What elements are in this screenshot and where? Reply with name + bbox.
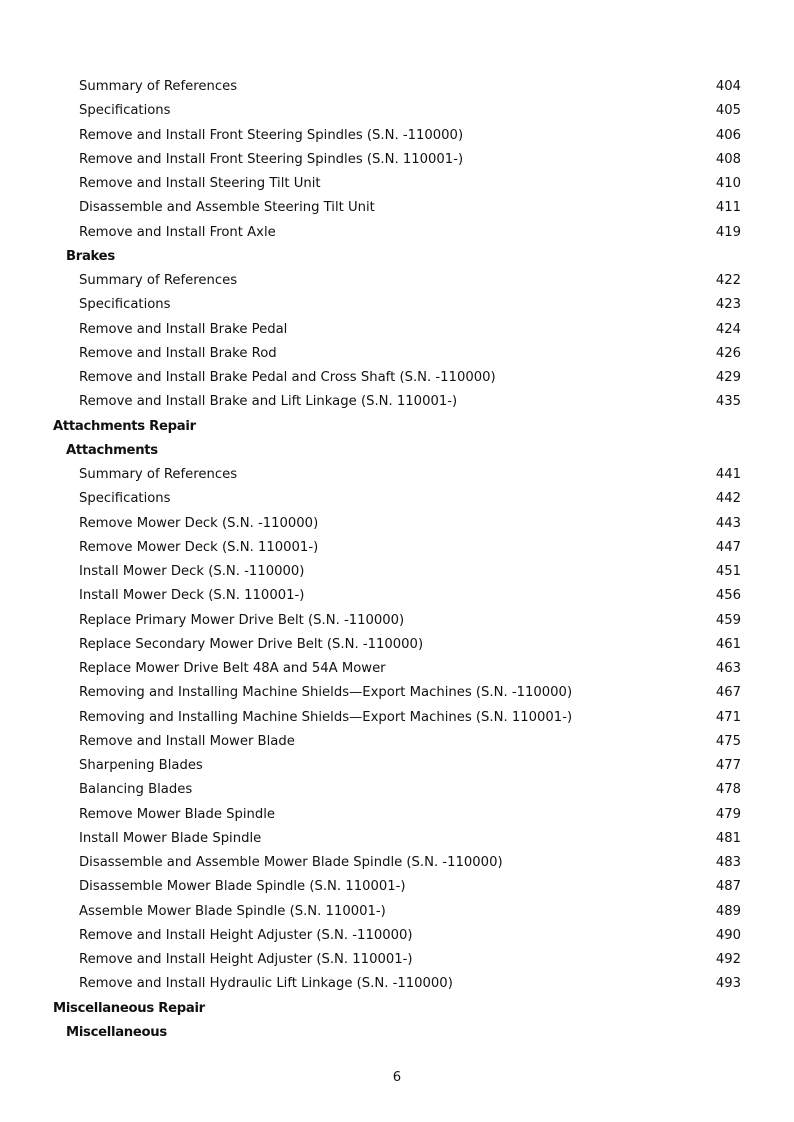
toc-entry[interactable] bbox=[0, 972, 794, 996]
toc-subsection-heading[interactable] bbox=[0, 245, 794, 269]
toc-entry-page-number[interactable]: 404 bbox=[715, 79, 741, 94]
toc-entry-title[interactable]: Remove and Install Height Adjuster (S.N. 110001-) bbox=[79, 952, 413, 967]
toc-entry-title[interactable]: Remove and Install Brake and Lift Linkage (S.N. 110001-) bbox=[79, 394, 458, 410]
toc-entry-title[interactable]: Miscellaneous Repair bbox=[53, 1000, 205, 1016]
toc-subsection-heading[interactable] bbox=[0, 1021, 794, 1045]
toc-entry-page-number[interactable]: 483 bbox=[715, 855, 741, 870]
toc-entry-title[interactable]: Remove and Install Mower Blade bbox=[79, 733, 295, 749]
toc-entry[interactable] bbox=[0, 948, 794, 972]
toc-entry-page-number[interactable]: 424 bbox=[715, 321, 741, 337]
toc-entry-page-number[interactable]: 423 bbox=[715, 297, 741, 313]
toc-entry[interactable] bbox=[0, 487, 794, 511]
toc-entry[interactable] bbox=[0, 124, 794, 148]
toc-entry-title[interactable]: Summary of References bbox=[79, 79, 238, 94]
toc-entry-page-number[interactable]: 478 bbox=[715, 782, 741, 798]
toc-entry-page-number[interactable]: 406 bbox=[715, 127, 741, 143]
toc-entry-page-number[interactable]: 442 bbox=[715, 491, 741, 507]
toc-entry[interactable] bbox=[0, 803, 794, 827]
toc-entry[interactable] bbox=[0, 318, 794, 342]
toc-entry-page-number[interactable]: 489 bbox=[715, 903, 741, 919]
toc-entry-title[interactable]: Remove and Install Brake Pedal bbox=[79, 321, 288, 337]
toc-entry-title[interactable]: Remove Mower Deck (S.N. 110001-) bbox=[79, 539, 319, 555]
toc-entry[interactable] bbox=[0, 875, 794, 899]
toc-entry-page-number[interactable]: 441 bbox=[715, 467, 741, 482]
toc-entry[interactable] bbox=[0, 99, 794, 123]
toc-entry[interactable] bbox=[0, 778, 794, 802]
toc-entry-page-number[interactable]: 481 bbox=[715, 830, 741, 846]
toc-entry[interactable] bbox=[0, 851, 794, 875]
toc-entry[interactable] bbox=[0, 900, 794, 924]
toc-entry-title[interactable]: Attachments Repair bbox=[53, 418, 196, 434]
toc-entry-title[interactable]: Attachments bbox=[66, 442, 158, 458]
toc-entry-page-number[interactable]: 461 bbox=[715, 636, 741, 652]
toc-entry[interactable] bbox=[0, 706, 794, 730]
toc-entry-title[interactable]: Removing and Installing Machine Shields—Export Machines (S.N. -110000) bbox=[79, 685, 573, 701]
toc-entry-title[interactable]: Summary of References bbox=[79, 273, 238, 288]
toc-entry-title[interactable]: Install Mower Blade Spindle bbox=[79, 830, 262, 846]
toc-entry[interactable] bbox=[0, 221, 794, 245]
toc-entry[interactable] bbox=[0, 584, 794, 608]
toc-entry[interactable] bbox=[0, 293, 794, 317]
toc-entry-title[interactable]: Remove and Install Front Steering Spindles (S.N. 110001-) bbox=[79, 151, 464, 167]
toc-entry-title[interactable]: Specifications bbox=[79, 297, 171, 313]
toc-entry-title[interactable]: Remove and Install Front Steering Spindles (S.N. -110000) bbox=[79, 127, 464, 143]
toc-entry-title[interactable]: Sharpening Blades bbox=[79, 758, 203, 773]
toc-entry-title[interactable]: Remove and Install Steering Tilt Unit bbox=[79, 176, 321, 191]
toc-entry-title[interactable]: Install Mower Deck (S.N. 110001-) bbox=[79, 588, 305, 604]
toc-entry[interactable] bbox=[0, 633, 794, 657]
toc-entry-page-number[interactable]: 492 bbox=[715, 952, 741, 967]
toc-entry-page-number[interactable]: 471 bbox=[715, 709, 741, 725]
toc-entry[interactable] bbox=[0, 730, 794, 754]
toc-entry[interactable] bbox=[0, 536, 794, 560]
table-of-contents bbox=[0, 75, 794, 1045]
toc-entry[interactable] bbox=[0, 681, 794, 705]
toc-entry-title[interactable]: Install Mower Deck (S.N. -110000) bbox=[79, 564, 305, 579]
toc-entry[interactable] bbox=[0, 148, 794, 172]
toc-entry[interactable] bbox=[0, 172, 794, 196]
toc-entry-title[interactable]: Replace Mower Drive Belt 48A and 54A Mower bbox=[79, 661, 386, 676]
toc-entry-page-number[interactable]: 467 bbox=[715, 685, 741, 701]
toc-entry-page-number[interactable]: 422 bbox=[715, 273, 741, 288]
toc-entry-page-number[interactable]: 435 bbox=[715, 394, 741, 410]
toc-entry-title[interactable]: Brakes bbox=[66, 248, 115, 264]
toc-entry-title[interactable]: Remove and Install Front Axle bbox=[79, 224, 276, 240]
toc-entry[interactable] bbox=[0, 609, 794, 633]
toc-entry[interactable] bbox=[0, 924, 794, 948]
toc-entry-title[interactable]: Miscellaneous bbox=[66, 1024, 167, 1040]
toc-entry-page-number[interactable]: 410 bbox=[715, 176, 741, 191]
toc-entry[interactable] bbox=[0, 366, 794, 390]
toc-entry-page-number[interactable]: 443 bbox=[715, 515, 741, 531]
toc-entry-page-number[interactable]: 456 bbox=[715, 588, 741, 604]
toc-entry-page-number[interactable]: 459 bbox=[715, 612, 741, 628]
toc-subsection-heading[interactable] bbox=[0, 439, 794, 463]
toc-entry-title[interactable]: Remove and Install Height Adjuster (S.N. -110000) bbox=[79, 927, 413, 943]
toc-entry-title[interactable]: Specifications bbox=[79, 103, 171, 119]
toc-entry-title[interactable]: Disassemble Mower Blade Spindle (S.N. 110001-) bbox=[79, 879, 406, 895]
toc-entry[interactable] bbox=[0, 269, 794, 293]
toc-entry[interactable] bbox=[0, 754, 794, 778]
toc-entry[interactable] bbox=[0, 560, 794, 584]
toc-entry-page-number[interactable]: 475 bbox=[715, 733, 741, 749]
page-number: 6 bbox=[392, 1070, 402, 1085]
toc-entry-page-number[interactable]: 477 bbox=[715, 758, 741, 773]
toc-section-heading[interactable] bbox=[0, 997, 794, 1021]
toc-entry-page-number[interactable]: 493 bbox=[715, 976, 741, 992]
toc-entry-title[interactable]: Replace Secondary Mower Drive Belt (S.N. -110000) bbox=[79, 636, 424, 652]
toc-entry-title[interactable]: Summary of References bbox=[79, 467, 238, 482]
toc-entry-page-number[interactable]: 405 bbox=[715, 103, 741, 119]
toc-entry-title[interactable]: Balancing Blades bbox=[79, 782, 193, 798]
toc-entry-title[interactable]: Assemble Mower Blade Spindle (S.N. 110001-) bbox=[79, 903, 386, 919]
toc-entry[interactable] bbox=[0, 463, 794, 487]
toc-entry-title[interactable]: Remove and Install Brake Pedal and Cross Shaft (S.N. -110000) bbox=[79, 370, 496, 385]
toc-entry-title[interactable]: Specifications bbox=[79, 491, 171, 507]
toc-entry-page-number[interactable]: 490 bbox=[715, 927, 741, 943]
toc-entry-title[interactable]: Disassemble and Assemble Steering Tilt Unit bbox=[79, 200, 375, 216]
toc-entry-title[interactable]: Removing and Installing Machine Shields—Export Machines (S.N. 110001-) bbox=[79, 709, 573, 725]
toc-entry[interactable] bbox=[0, 657, 794, 681]
toc-entry[interactable] bbox=[0, 390, 794, 414]
toc-entry-title[interactable]: Replace Primary Mower Drive Belt (S.N. -110000) bbox=[79, 612, 405, 628]
toc-entry-title[interactable]: Remove and Install Hydraulic Lift Linkage (S.N. -110000) bbox=[79, 976, 453, 992]
toc-entry-title[interactable]: Remove Mower Deck (S.N. -110000) bbox=[79, 515, 319, 531]
toc-entry[interactable] bbox=[0, 827, 794, 851]
toc-entry-page-number[interactable]: 487 bbox=[715, 879, 741, 895]
toc-entry-page-number[interactable]: 429 bbox=[715, 370, 741, 385]
toc-entry-page-number[interactable]: 411 bbox=[715, 200, 741, 216]
toc-entry-page-number[interactable]: 426 bbox=[715, 345, 741, 361]
toc-entry-title[interactable]: Disassemble and Assemble Mower Blade Spindle (S.N. -110000) bbox=[79, 855, 503, 870]
toc-entry-title[interactable]: Remove and Install Brake Rod bbox=[79, 345, 277, 361]
toc-entry-page-number[interactable]: 447 bbox=[715, 539, 741, 555]
toc-entry-page-number[interactable]: 408 bbox=[715, 151, 741, 167]
toc-entry-title[interactable]: Remove Mower Blade Spindle bbox=[79, 806, 276, 822]
toc-entry-page-number[interactable]: 419 bbox=[715, 224, 741, 240]
toc-entry-page-number[interactable]: 479 bbox=[715, 806, 741, 822]
toc-entry-page-number[interactable]: 451 bbox=[715, 564, 741, 579]
toc-entry-page-number[interactable]: 463 bbox=[715, 661, 741, 676]
toc-entry[interactable] bbox=[0, 342, 794, 366]
toc-entry[interactable] bbox=[0, 512, 794, 536]
toc-entry[interactable] bbox=[0, 196, 794, 220]
toc-section-heading[interactable] bbox=[0, 415, 794, 439]
toc-entry[interactable] bbox=[0, 75, 794, 99]
